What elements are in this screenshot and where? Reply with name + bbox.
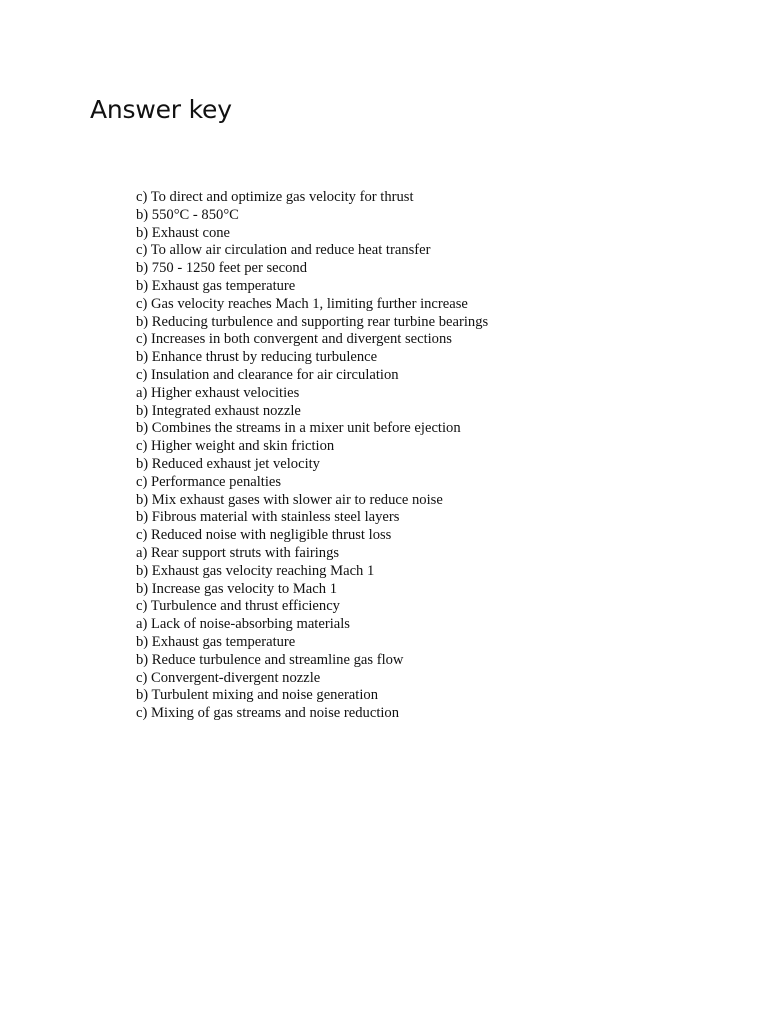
item-answer: c) To allow air circulation and reduce heat transfer	[136, 242, 431, 259]
item-answer: b) Combines the streams in a mixer unit before ejection	[136, 420, 461, 437]
item-answer: c) Reduced noise with negligible thrust loss	[136, 527, 392, 544]
item-answer: b) Fibrous material with stainless steel layers	[136, 509, 400, 526]
item-answer: b) Reduce turbulence and streamline gas flow	[136, 651, 404, 668]
item-answer: b) 550°C - 850°C	[136, 206, 239, 223]
item-answer: a) Higher exhaust velocities	[136, 384, 300, 401]
item-answer: b) Increase gas velocity to Mach 1	[136, 580, 337, 597]
item-answer: c) Increases in both convergent and divergent sections	[136, 331, 452, 348]
item-answer: b) Mix exhaust gases with slower air to reduce noise	[136, 491, 443, 508]
item-answer: c) Performance penalties	[136, 473, 282, 490]
item-answer: c) Convergent-divergent nozzle	[136, 669, 321, 686]
item-answer: c) To direct and optimize gas velocity for thrust	[136, 189, 414, 205]
item-answer: b) Reducing turbulence and supporting rear turbine bearings	[136, 313, 489, 330]
item-answer: b) Enhance thrust by reducing turbulence	[136, 349, 378, 366]
item-answer: c) Mixing of gas streams and noise reduction	[136, 705, 400, 722]
item-answer: b) Turbulent mixing and noise generation	[136, 687, 378, 704]
item-answer: b) 750 - 1250 feet per second	[136, 260, 308, 277]
item-answer: c) Higher weight and skin friction	[136, 438, 335, 455]
item-answer: b) Reduced exhaust jet velocity	[136, 455, 320, 472]
item-answer: b) Exhaust cone	[136, 224, 231, 241]
item-answer: c) Gas velocity reaches Mach 1, limiting further increase	[136, 295, 468, 312]
item-answer: a) Rear support struts with fairings	[136, 544, 340, 561]
item-answer: c) Insulation and clearance for air circulation	[136, 366, 399, 383]
item-answer: b) Exhaust gas velocity reaching Mach 1	[136, 562, 375, 579]
item-answer: b) Exhaust gas temperature	[136, 277, 296, 294]
item-answer: b) Integrated exhaust nozzle	[136, 402, 301, 419]
item-answer: b) Exhaust gas temperature	[136, 633, 296, 650]
page-title: Answer key	[90, 95, 232, 124]
item-answer: c) Turbulence and thrust efficiency	[136, 598, 340, 615]
item-answer: a) Lack of noise-absorbing materials	[136, 616, 350, 633]
